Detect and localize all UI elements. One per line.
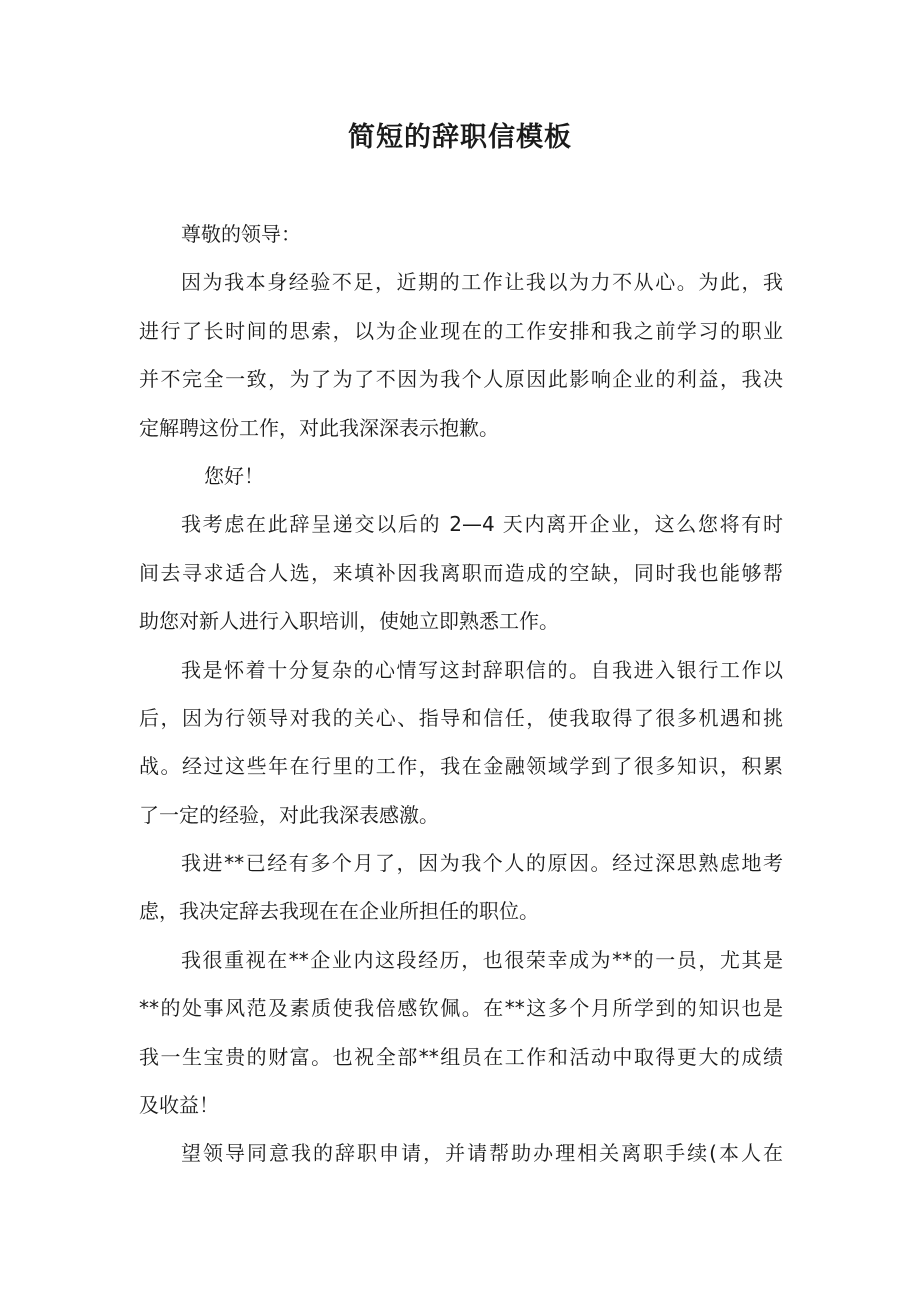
paragraph-line: 我进**已经有多个月了，因为我个人的原因。经过深思熟虑地考 — [181, 851, 783, 876]
paragraph-line: 我一生宝贵的财富。也祝全部**组员在工作和活动中取得更大的成绩 — [139, 1044, 783, 1069]
document-body — [139, 210, 783, 1178]
paragraph-line: 我很重视在**企业内这段经历，也很荣幸成为**的一员，尤其是 — [181, 947, 783, 972]
greeting: 您好！ — [204, 463, 264, 488]
paragraph-line: 我考虑在此辞呈递交以后的 2—4 天内离开企业，这么您将有时 — [181, 512, 783, 537]
paragraph-line: 战。经过这些年在行里的工作，我在金融领域学到了很多知识，积累 — [139, 754, 783, 779]
paragraph-line: 我是怀着十分复杂的心情写这封辞职信的。自我进入银行工作以 — [181, 657, 783, 682]
salutation: 尊敬的领导： — [181, 222, 301, 246]
document-title: 简短的辞职信模板 — [348, 122, 572, 153]
paragraph-line: 及收益！ — [139, 1093, 219, 1118]
paragraph-line: 助您对新人进行入职培训，使她立即熟悉工作。 — [139, 609, 559, 634]
paragraph-line: 定解聘这份工作，对此我深深表示抱歉。 — [139, 415, 499, 440]
paragraph-line: 望领导同意我的辞职申请，并请帮助办理相关离职手续(本人在 — [181, 1141, 783, 1166]
paragraph-line: 并不完全一致，为了为了不因为我个人原因此影响企业的利益，我决 — [139, 367, 783, 392]
paragraph-line: 因为我本身经验不足，近期的工作让我以为力不从心。为此，我 — [181, 270, 783, 295]
paragraph-line: 间去寻求适合人选，来填补因我离职而造成的空缺，同时我也能够帮 — [139, 560, 783, 585]
paragraph-line: **的处事风范及素质使我倍感钦佩。在**这多个月所学到的知识也是 — [139, 996, 783, 1021]
paragraph-line: 进行了长时间的思索，以为企业现在的工作安排和我之前学习的职业 — [139, 318, 783, 343]
paragraph-line: 后，因为行领导对我的关心、指导和信任，使我取得了很多机遇和挑 — [139, 705, 783, 730]
paragraph-line: 虑，我决定辞去我现在在企业所担任的职位。 — [139, 899, 539, 924]
paragraph-line: 了一定的经验，对此我深表感激。 — [139, 802, 439, 827]
